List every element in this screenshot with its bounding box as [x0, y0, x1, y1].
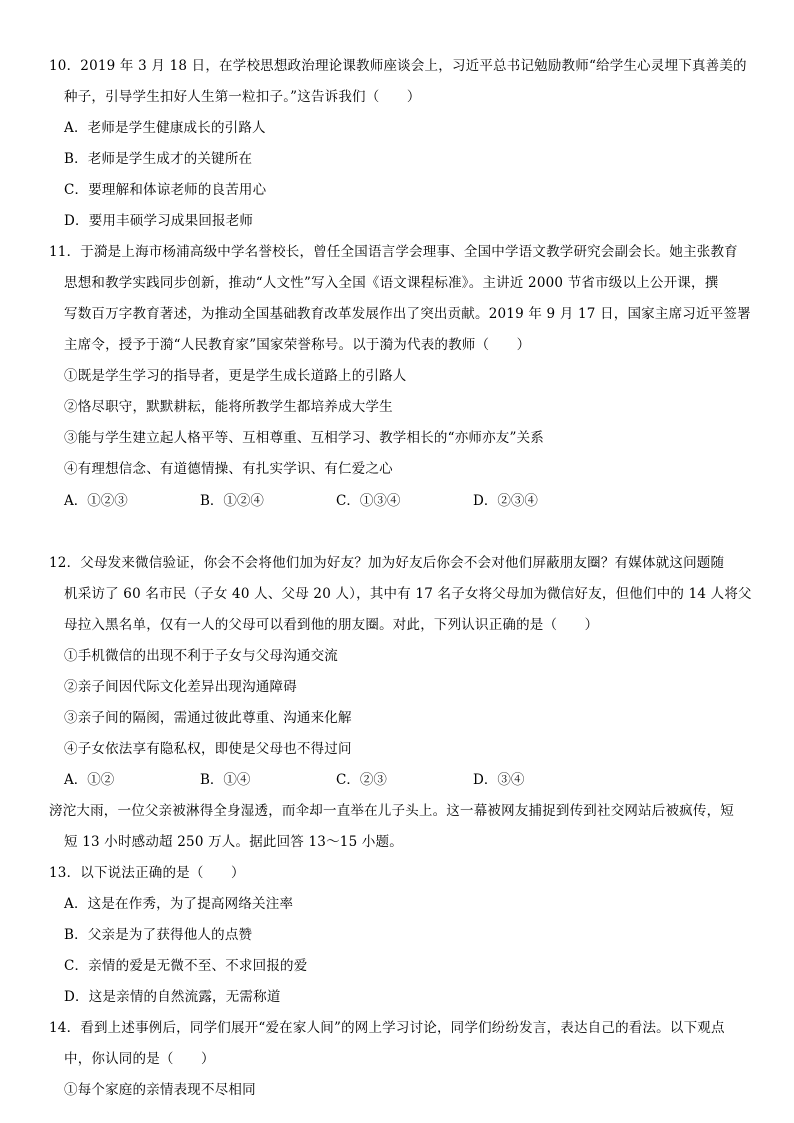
q12-choice-c: C．②③: [336, 772, 387, 788]
q10-option-b: B．老师是学生成才的关键所在: [64, 151, 253, 167]
q12-statement-3: ③亲子间的隔阂，需通过彼此尊重、沟通来化解: [64, 710, 352, 726]
q12-choice-a: A．①②: [64, 772, 115, 788]
q14-stem-line-1: 14．看到上述事例后，同学们展开“爱在家人间”的网上学习讨论，同学们纷纷发言，表达自己的看法。以下观点: [49, 1020, 725, 1036]
q11-choices-row: [64, 493, 764, 509]
q11-stem-line-2: 思想和教学实践同步创新，推动“人文性”写入全国《语文课程标准》。主讲近 2000 节省市级以上公开课，撰: [64, 275, 719, 291]
q10-option-d: D．要用丰硕学习成果回报老师: [64, 213, 254, 229]
q12-statement-1: ①手机微信的出现不利于子女与父母沟通交流: [64, 648, 338, 664]
q11-statement-2: ②恪尽职守，默默耕耘，能将所教学生都培养成大学生: [64, 399, 393, 415]
q10-option-c: C．要理解和体谅老师的良苦用心: [64, 182, 267, 198]
q13-option-b: B．父亲是为了获得他人的点赞: [64, 927, 253, 943]
q14-stem-line-2: 中，你认同的是（ ）: [64, 1051, 215, 1067]
q11-choice-b: B．①②④: [200, 493, 264, 509]
q12-statement-4: ④子女依法享有隐私权，即使是父母也不得过问: [64, 741, 352, 757]
q11-choice-c: C．①③④: [336, 493, 401, 509]
q14-statement-1: ①每个家庭的亲情表现不尽相同: [64, 1082, 256, 1098]
q11-choice-d: D．②③④: [473, 493, 538, 509]
q13-option-c: C．亲情的爱是无微不至、不求回报的爱: [64, 958, 308, 974]
q10-stem-line-2: 种子，引导学生扣好人生第一粒扣子。”这告诉我们（ ）: [64, 89, 421, 105]
q12-stem-line-3: 母拉入黑名单，仅有一人的父母可以看到他的朋友圈。对此，下列认识正确的是（ ）: [64, 617, 599, 633]
q10-option-a: A．老师是学生健康成长的引路人: [64, 120, 266, 136]
passage-line-1: 滂沱大雨，一位父亲被淋得全身湿透，而伞却一直举在儿子头上。这一幕被网友捕捉到传到社交网站后被疯传，短: [49, 803, 734, 819]
q13-option-d: D．这是亲情的自然流露，无需称道: [64, 989, 281, 1005]
q12-choice-d: D．③④: [473, 772, 525, 788]
q12-choice-b: B．①④: [200, 772, 251, 788]
passage-line-2: 短 13 小时感动超 250 万人。据此回答 13～15 小题。: [64, 834, 403, 850]
q12-stem-line-1: 12．父母发来微信验证，你会不会将他们加为好友？加为好友后你会不会对他们屏蔽朋友圈？有媒体就这问题随: [49, 555, 725, 571]
q10-stem-line-1: 10．2019 年 3 月 18 日，在学校思想政治理论课教师座谈会上，习近平总书记勉励教师“给学生心灵埋下真善美的: [49, 58, 747, 74]
q12-stem-line-2: 机采访了 60 名市民（子女 40 人、父母 20 人），其中有 17 名子女将父母加为微信好友，但他们中的 14 人将父: [64, 586, 752, 602]
q11-stem-line-1: 11．于漪是上海市杨浦高级中学名誉校长，曾任全国语言学会理事、全国中学语文教学研究会副会长。她主张教育: [49, 244, 738, 260]
q11-choice-a: A．①②③: [64, 493, 128, 509]
q11-statement-4: ④有理想信念、有道德情操、有扎实学识、有仁爱之心: [64, 461, 393, 477]
q12-choices-row: [64, 772, 764, 788]
q12-statement-2: ②亲子间因代际文化差异出现沟通障碍: [64, 679, 297, 695]
q11-statement-3: ③能与学生建立起人格平等、互相尊重、互相学习、教学相长的“亦师亦友”关系: [64, 430, 545, 446]
q11-stem-line-3: 写数百万字教育著述，为推动全国基础教育改革发展作出了突出贡献。2019 年 9 月 17 日，国家主席习近平签署: [64, 306, 751, 322]
q13-stem: 13．以下说法正确的是（ ）: [49, 865, 245, 881]
q13-option-a: A．这是在作秀，为了提高网络关注率: [64, 896, 294, 912]
q11-statement-1: ①既是学生学习的指导者，更是学生成长道路上的引路人: [64, 368, 407, 384]
q11-stem-line-4: 主席令，授予于漪“人民教育家”国家荣誉称号。以于漪为代表的教师（ ）: [64, 337, 531, 353]
